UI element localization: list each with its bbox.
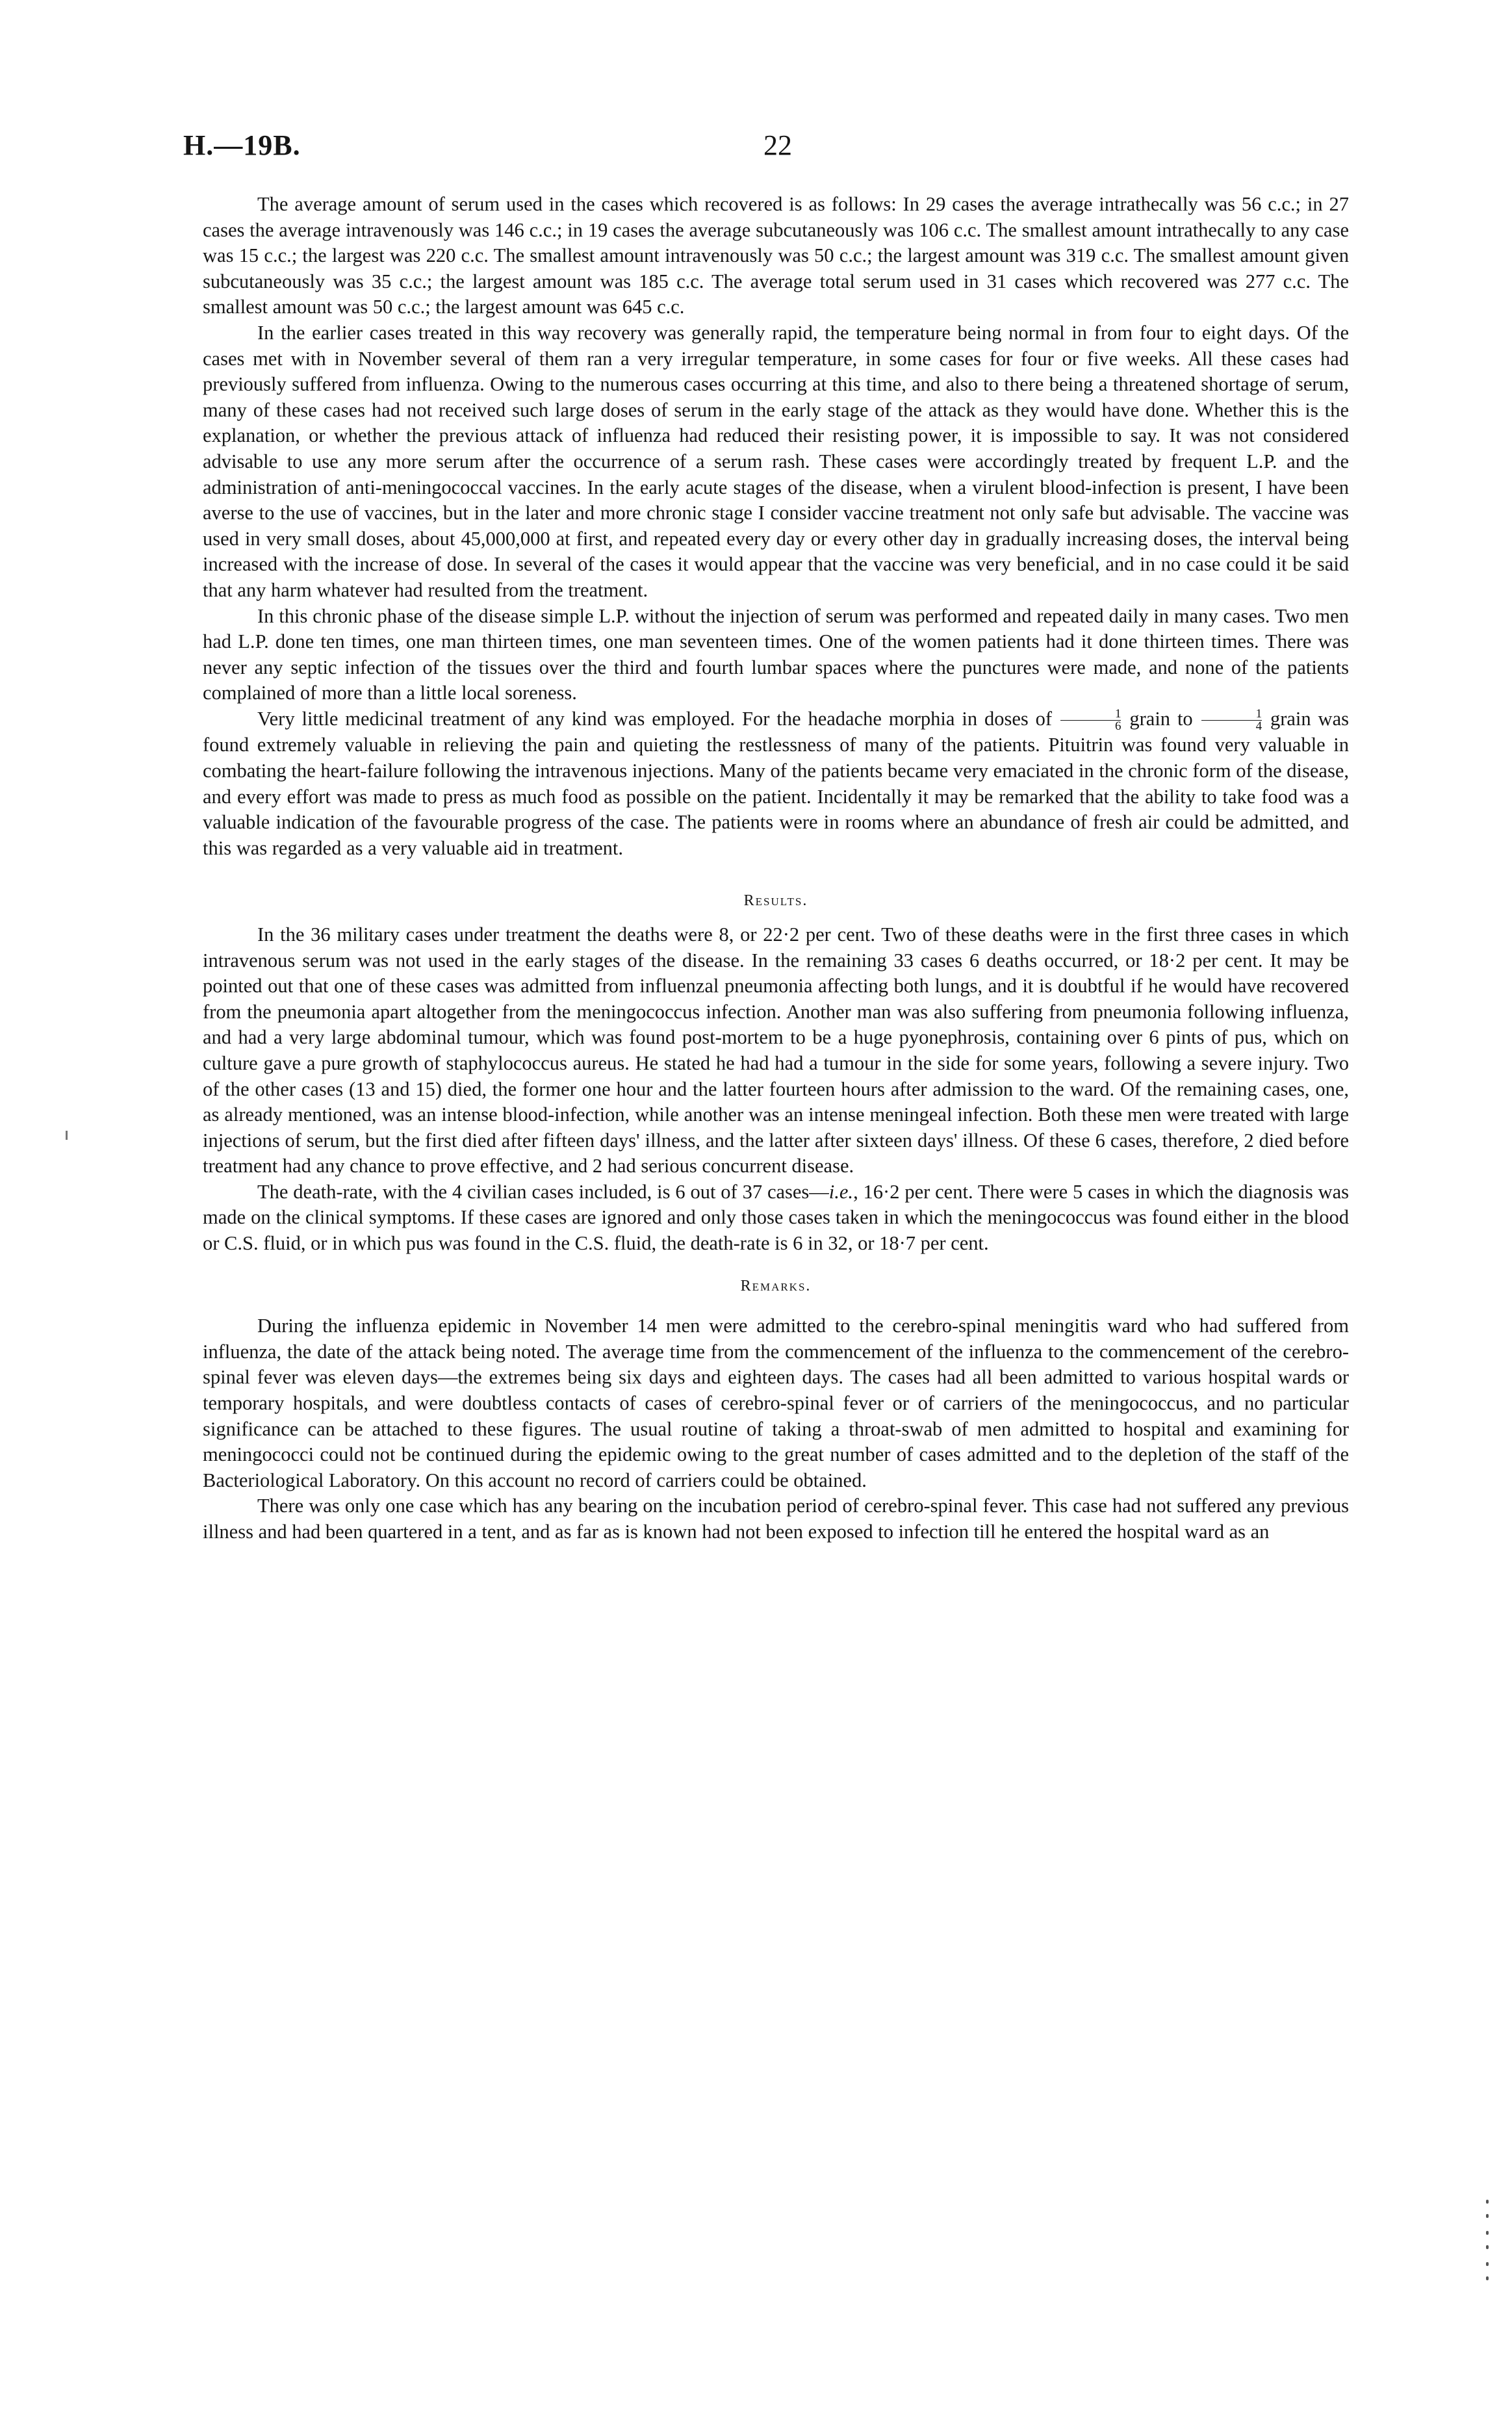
- paragraph-death-rate: [203, 1179, 1349, 1257]
- fraction-one-quarter: [1201, 708, 1262, 732]
- fraction-numerator: 1: [1114, 707, 1121, 721]
- fraction-denominator: 6: [1060, 720, 1121, 732]
- fraction-denominator: 4: [1201, 720, 1262, 732]
- paragraph-influenza-epidemic: During the influenza epidemic in November 14 men were admitted to the cerebro-spinal meningitis ward who had suffered from influenza, the date of the attack being noted. The average time from the commencement of the influenza to the commencement of the cerebro-spinal fever was eleven days—the extremes being six days and eighteen days. The cases had all been admitted to various hospital wards or temporary hospitals, and were doubtless contacts of cases of cerebro-spinal fever or of carriers of the meningococcus, and no particular significance can be attached to these figures. The usual routine of taking a throat-swab of men admitted to hospital and examining for meningococci could not be continued during the epidemic owing to the great number of cases admitted and to the depletion of the staff of the Bacteriological Laboratory. On this account no record of carriers could be obtained.: [203, 1315, 1349, 1491]
- text-run: Very little medicinal treatment of any kind was employed. For the headache morphia in doses of: [257, 707, 1053, 730]
- page-header: [183, 129, 1340, 174]
- fraction-one-sixth: [1060, 708, 1121, 732]
- binding-marks: [1482, 2200, 1494, 2297]
- abbreviation-ie: i.e.: [828, 1180, 854, 1203]
- document-body: [203, 192, 1349, 1545]
- text-run: grain to: [1129, 707, 1193, 730]
- paragraph-chronic-phase: In this chronic phase of the disease simple L.P. without the injection of serum was performed and repeated daily in many cases. Two men had L.P. done ten times, one man thirteen times, one man seventeen times. One of the women patients had it done thirteen times. There was never any septic infection of the tissues over the third and fourth lumbar spaces where the punctures were made, and none of the patients complained of more than a little local soreness.: [203, 604, 1349, 704]
- fraction-numerator: 1: [1255, 707, 1262, 721]
- page-number: 22: [763, 129, 792, 161]
- paragraph-results-deaths: In the 36 military cases under treatment the deaths were 8, or 22·2 per cent. Two of these deaths were in the first three cases in which intravenous serum was not used in the early stages of the disease. In the remaining 33 cases 6 deaths occurred, or 18·2 per cent. It may be pointed out that one of these cases was admitted from influenzal pneumonia affecting both lungs, and it is doubtful if he would have recovered from the pneumonia apart altogether from the meningococcus infection. Another man was also suffering from pneumonia following influenza, and had a very large abdominal tumour, which was found post-mortem to be a huge pyonephrosis, containing over 6 pints of pus, which on culture gave a pure growth of staphylococcus aureus. He stated he had had a tumour in the side for some years, following a severe injury. Two of the other cases (13 and 15) died, the former one hour and the latter fourteen hours after admission to the ward. Of the remaining cases, one, as already mentioned, was an intense blood-infection, while another was an intense meningeal infection. Both these men were treated with large injections of serum, but the first died after fifteen days' illness, and the latter after sixteen days' illness. Of these 6 cases, therefore, 2 died before treatment had any chance to prove effective, and 2 had serious concurrent disease.: [203, 923, 1349, 1178]
- margin-tick: [66, 1131, 68, 1140]
- text-run: The death-rate, with the 4 civilian cases included, is 6 out of 37 cases—: [257, 1180, 829, 1203]
- paragraph-medicinal-treatment: [203, 706, 1349, 861]
- document-reference: H.—19B.: [183, 129, 301, 161]
- remarks-heading: Remarks.: [740, 1277, 812, 1294]
- paragraph-recovery: In the earlier cases treated in this way recovery was generally rapid, the temperature being normal in from four to eight days. Of the cases met with in November several of them ran a very irregular temperature, in some cases for four or five weeks. All these cases had previously suffered from influenza. Owing to the numerous cases occurring at this time, and also to there being a threatened shortage of serum, many of these cases had not received such large doses of serum in the early stage of the attack as they would have done. Whether this is the explanation, or whether the previous attack of influenza had reduced their resisting power, it is impossible to say. It was not considered advisable to use any more serum after the occurrence of a serum rash. These cases were accordingly treated by frequent L.P. and the administration of anti-meningococcal vaccines. In the early acute stages of the disease, when a virulent blood-infection is present, I have been averse to the use of vaccines, but in the later and more chronic stage I consider vaccine treatment not only safe but advisable. The vaccine was used in very small doses, about 45,000,000 at first, and repeated every day or every other day in gradually increasing doses, the interval being increased with the increase of dose. In several of the cases it would appear that the vaccine was very beneficial, and in no case could it be said that any harm whatever had resulted from the treatment.: [203, 321, 1349, 601]
- paragraph-serum-amounts: The average amount of serum used in the cases which recovered is as follows: In 29 cases the average intrathecally was 56 c.c.; in 27 cases the average intravenously was 146 c.c.; in 19 cases the average subcutaneously was 106 c.c. The smallest amount intrathecally to any case was 15 c.c.; the largest was 220 c.c. The smallest amount intravenously was 50 c.c.; the largest amount was 319 c.c. The smallest amount given subcutaneously was 35 c.c.; the largest amount was 185 c.c. The average total serum used in 31 cases which recovered was 277 c.c. The smallest amount was 50 c.c.; the largest amount was 645 c.c.: [203, 193, 1349, 318]
- paragraph-incubation-period: There was only one case which has any bearing on the incubation period of cerebro-spinal fever. This case had not suffered any previous illness and had been quartered in a tent, and as far as is known had not been exposed to infection till he entered the hospital ward as an: [203, 1495, 1349, 1543]
- results-heading: Results.: [743, 892, 808, 910]
- text-run: , 16·2 per cent. There were 5 cases in which the diagnosis was made on the clinical symptoms. If these cases are ignored and only those cases taken in which the meningococcus was found either in the blood or C.S. fluid, or in which pus was found in the C.S. fluid, the death-rate is 6 in 32, or 18·7 per cent.: [203, 1180, 1350, 1255]
- text-run: grain was found extremely valuable in relieving the pain and quieting the restlessness of many of the patients. Pituitrin was found very valuable in combating the heart-failure following the intravenous injections. Many of the patients became very emaciated in the chronic form of the disease, and every effort was made to press as much food as possible on the patient. Incidentally it may be remarked that the ability to take food was a valuable indication of the favourable progress of the case. The patients were in rooms where an abundance of fresh air could be admitted, and this was regarded as a very valuable aid in treatment.: [203, 707, 1349, 859]
